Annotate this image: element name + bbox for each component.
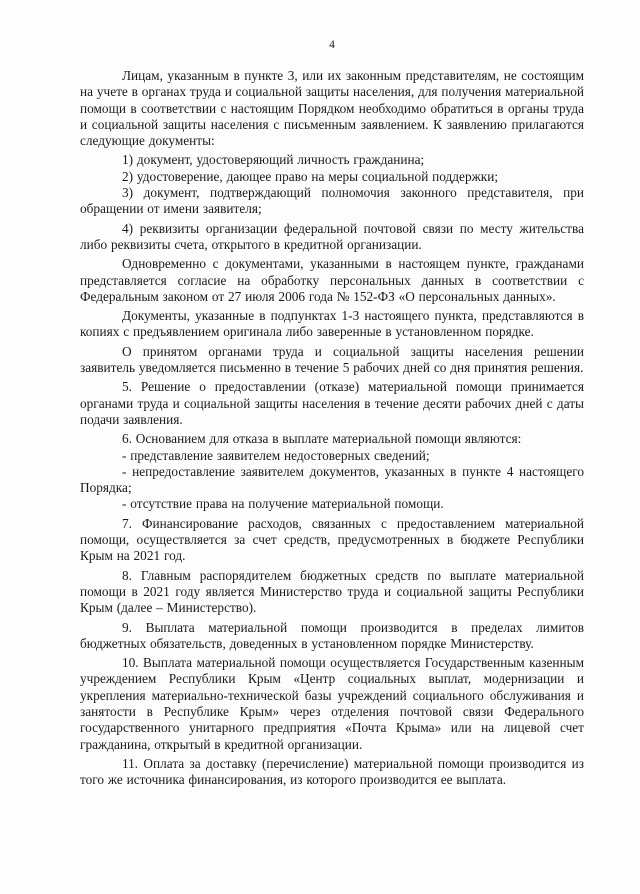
paragraph-application-procedure: Лицам, указанным в пункте 3, или их законным представителям, не состоящим на учете в органах труда и социальной защиты населения, для получения материальной помощи в соответствии с настоящим Порядком необходимо обратиться в органы труда и социальной защиты населения с письменным заявлением. К заявлению прилагаются следующие документы:: [80, 68, 584, 149]
paragraph-item-8: 8. Главным распорядителем бюджетных средств по выплате материальной помощи в 2021 году является Министерство труда и социальной защиты Республики Крым (далее – Министерство).: [80, 567, 584, 616]
paragraph-document-copies: Документы, указанные в подпунктах 1-3 настоящего пункта, представляются в копиях с предъявлением оригинала либо заверенные в установленном порядке.: [80, 308, 584, 340]
list-item-document-1: 1) документ, удостоверяющий личность гражданина;: [122, 152, 425, 168]
list-item-refusal-1: - представление заявителем недостоверных сведений;: [122, 447, 430, 463]
list-item-refusal-2: - непредоставление заявителем документов, указанных в пункте 4 настоящего Порядка;: [80, 463, 584, 496]
page-number: 4: [329, 39, 335, 51]
paragraph-item-6: 6. Основанием для отказа в выплате материальной помощи являются:: [122, 431, 522, 447]
paragraph-item-9: 9. Выплата материальной помощи производится в пределах лимитов бюджетных обязательств, доведенных в установленном порядке Министерству.: [80, 619, 584, 651]
paragraph-personal-data-consent: Одновременно с документами, указанными в настоящем пункте, гражданами представляется согласие на обработку персональных данных в соответствии с Федеральным законом от 27 июля 2006 года № 152-ФЗ «О персональных данных».: [80, 256, 584, 304]
paragraph-item-5: 5. Решение о предоставлении (отказе) материальной помощи принимается органами труда и социальной защиты населения в течение десяти рабочих дней с даты подачи заявления.: [80, 379, 584, 427]
list-item-refusal-3: - отсутствие права на получение материальной помощи.: [122, 496, 444, 512]
list-item-document-2: 2) удостоверение, дающее право на меры социальной поддержки;: [122, 168, 499, 184]
paragraph-item-7: 7. Финансирование расходов, связанных с предоставлением материальной помощи, осуществляется за счет средств, предусмотренных в бюджете Республики Крым на 2021 год.: [80, 515, 584, 564]
paragraph-decision-notification: О принятом органами труда и социальной защиты населения решении заявитель уведомляется письменно в течение 5 рабочих дней со дня принятия решения.: [80, 343, 584, 376]
paragraph-item-11: 11. Оплата за доставку (перечисление) материальной помощи производится из того же источника финансирования, из которого производится ее выплата.: [80, 755, 584, 788]
list-item-document-3: 3) документ, подтверждающий полномочия законного представителя, при обращении от имени заявителя;: [80, 185, 584, 217]
paragraph-item-10: 10. Выплата материальной помощи осуществляется Государственным казенным учреждением Республики Крым «Центр социальных выплат, модернизации и укрепления материально-технической базы учреждений социального обслуживания и занятости в Республике Крым» через отделения почтовой связи Федерального государственного унитарного предприятия «Почта Крыма» или на лицевой счет гражданина, открытый в кредитной организации.: [80, 655, 584, 752]
list-item-document-4: 4) реквизиты организации федеральной почтовой связи по месту жительства либо реквизиты счета, открытого в кредитной организации.: [80, 220, 584, 252]
